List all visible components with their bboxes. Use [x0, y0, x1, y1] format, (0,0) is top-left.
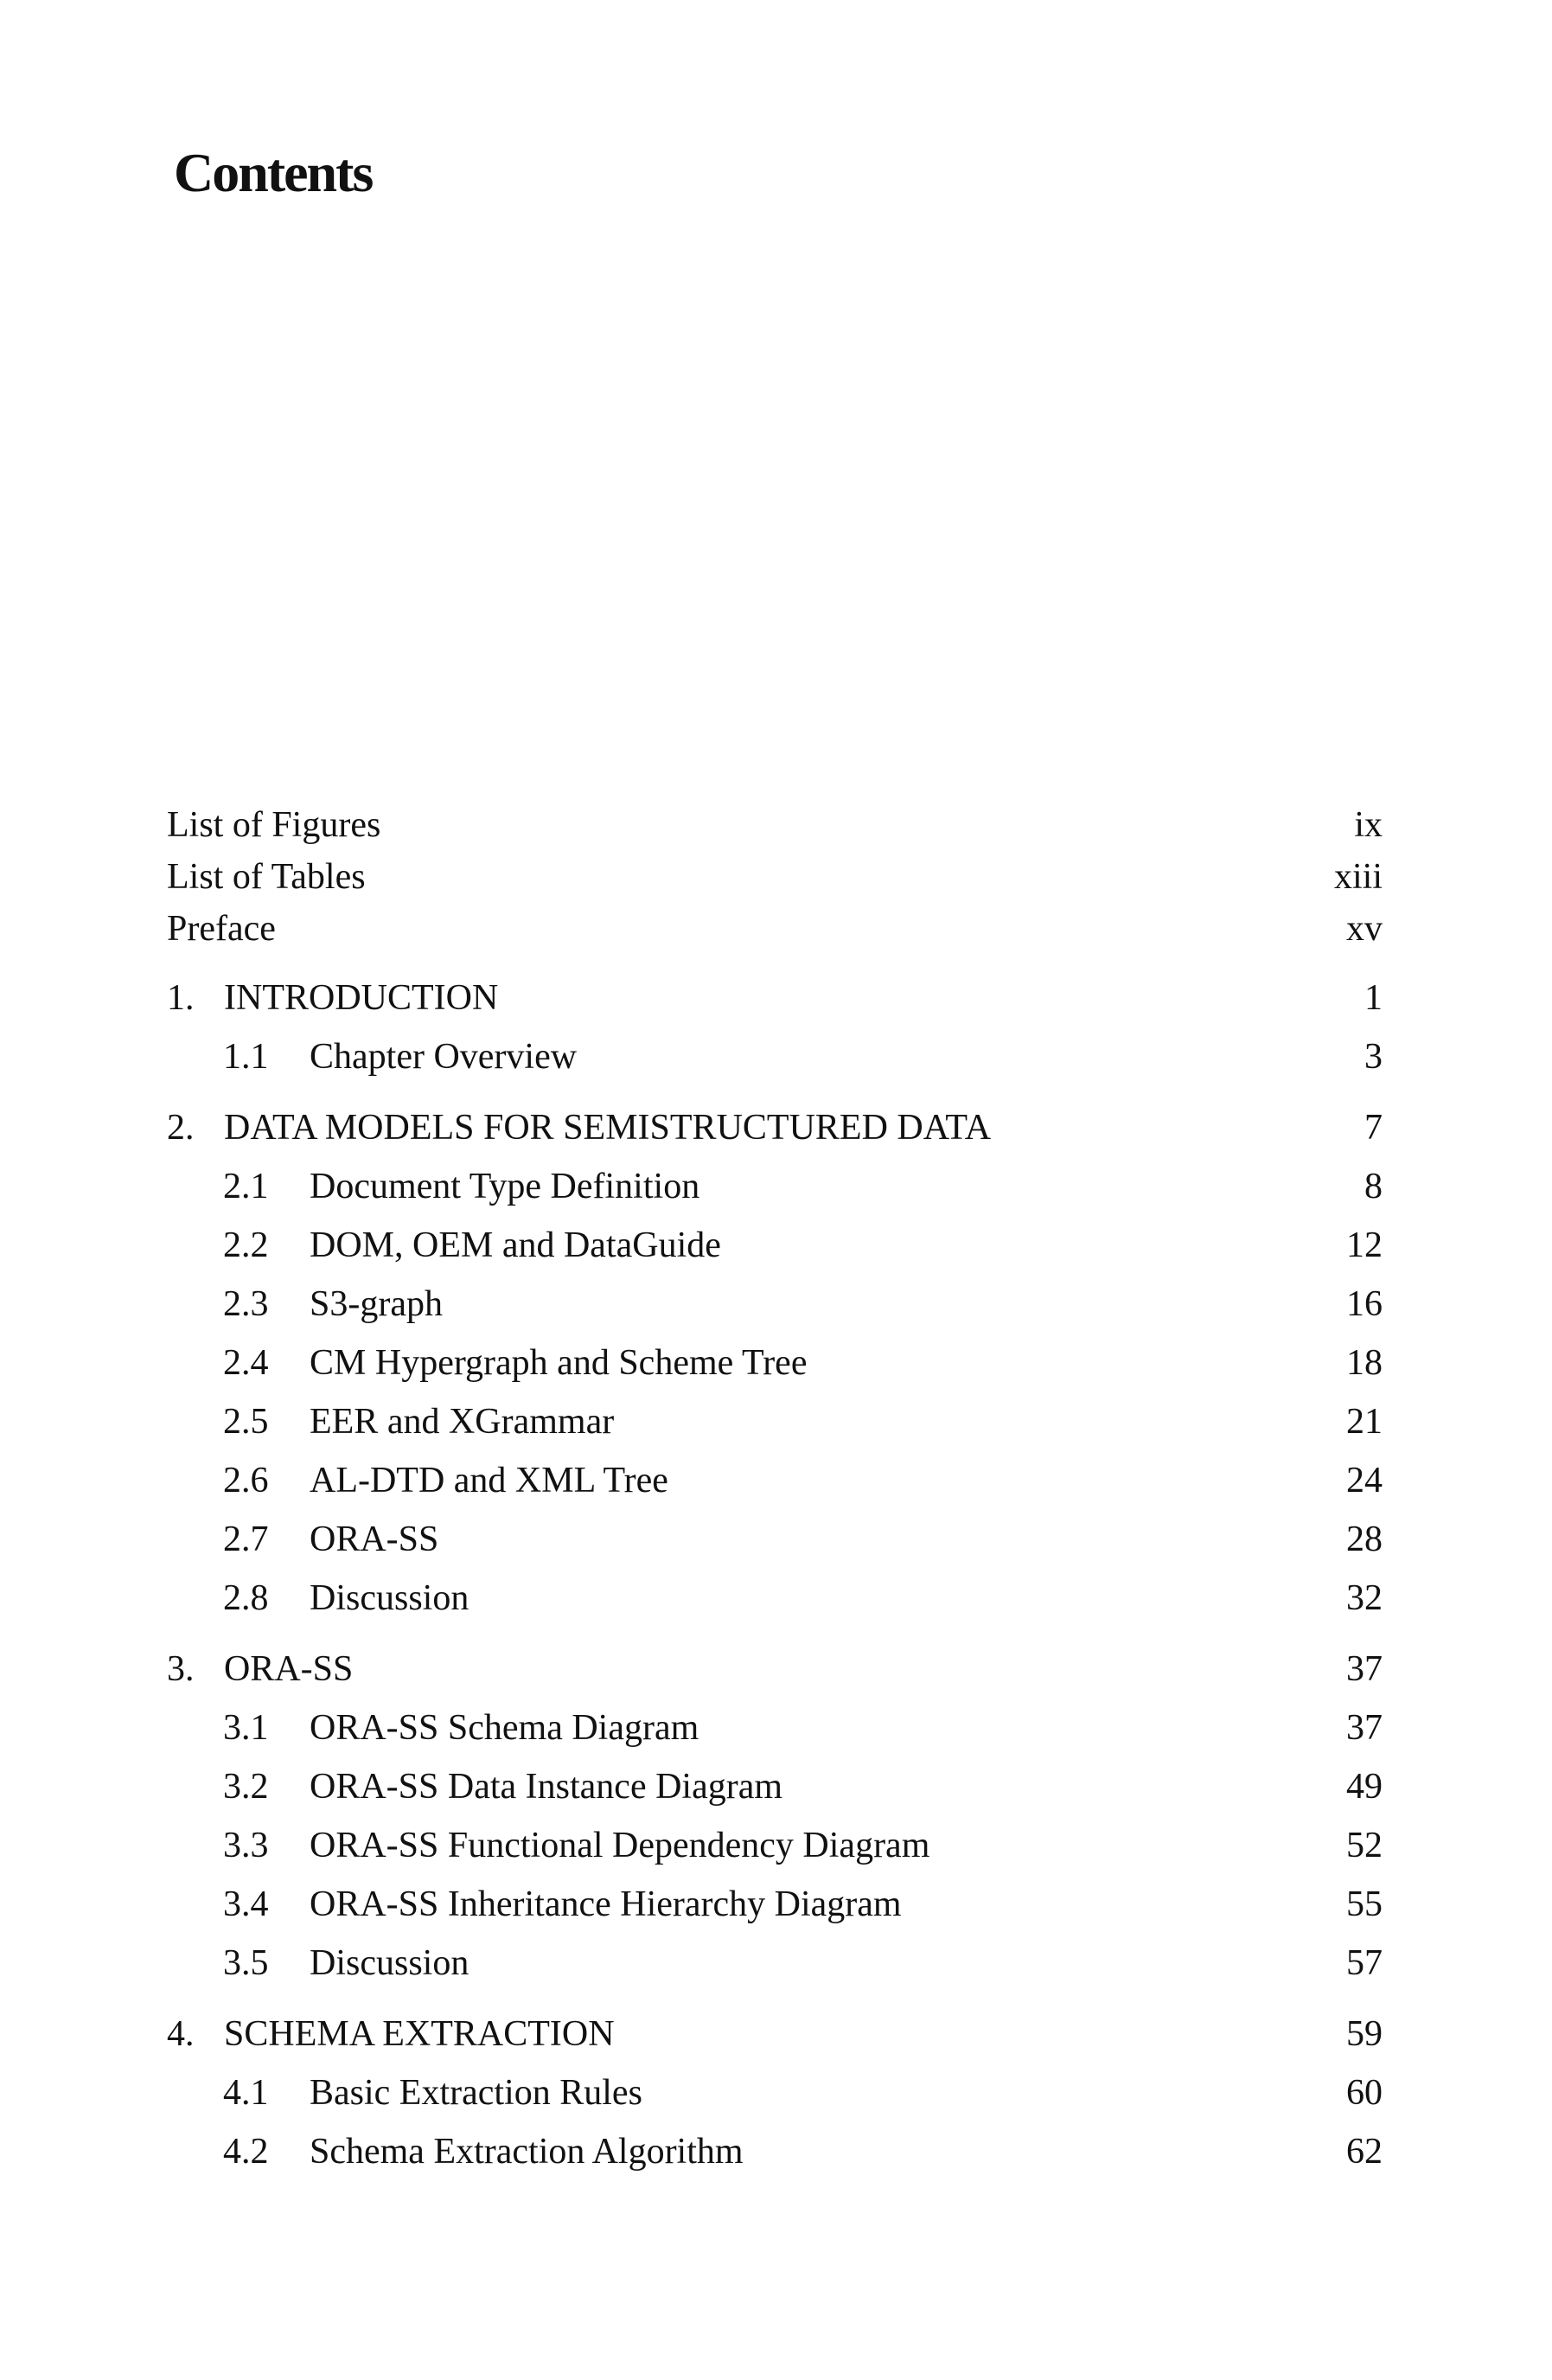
toc-section-title: ORA-SS Inheritance Hierarchy Diagram — [310, 1884, 902, 1924]
toc-section-3-2[interactable] — [0, 1761, 1552, 1813]
toc-chapter-title: ORA-SS — [224, 1649, 354, 1689]
toc-section-number: 2.6 — [223, 1461, 269, 1500]
toc-chapter-page: 59 — [1346, 2014, 1383, 2054]
toc-section-number: 3.4 — [223, 1884, 269, 1924]
toc-section-2-6[interactable] — [0, 1455, 1552, 1507]
toc-chapter-title: INTRODUCTION — [224, 978, 499, 1018]
toc-section-page: 16 — [1346, 1284, 1383, 1324]
toc-section-page: 32 — [1346, 1578, 1383, 1618]
toc-section-4-1[interactable] — [0, 2067, 1552, 2119]
toc-section-number: 4.1 — [223, 2073, 269, 2113]
toc-section-page: 12 — [1346, 1225, 1383, 1265]
toc-section-page: 52 — [1346, 1826, 1383, 1865]
toc-section-3-5[interactable] — [0, 1937, 1552, 1989]
toc-entry-list-of-tables[interactable] — [0, 851, 1552, 903]
toc-section-title: EER and XGrammar — [310, 1402, 615, 1442]
toc-chapter-number: 2. — [167, 1108, 195, 1148]
toc-chapter-page: 7 — [1364, 1108, 1383, 1148]
toc-section-number: 2.7 — [223, 1519, 269, 1559]
toc-section-number: 2.1 — [223, 1167, 269, 1206]
toc-section-page: 18 — [1346, 1343, 1383, 1383]
toc-chapter-number: 3. — [167, 1649, 195, 1689]
toc-section-page: 60 — [1346, 2073, 1383, 2113]
toc-section-page: 21 — [1346, 1402, 1383, 1442]
toc-chapter-3[interactable] — [0, 1643, 1552, 1695]
toc-section-number: 3.1 — [223, 1708, 269, 1748]
toc-section-2-3[interactable] — [0, 1278, 1552, 1330]
toc-section-2-7[interactable] — [0, 1513, 1552, 1565]
toc-section-title: Chapter Overview — [310, 1037, 578, 1077]
toc-section-number: 3.5 — [223, 1943, 269, 1983]
page-title: Contents — [174, 142, 373, 203]
toc-entry-title: List of Tables — [167, 857, 366, 897]
toc-section-3-4[interactable] — [0, 1878, 1552, 1930]
toc-chapter-page: 37 — [1346, 1649, 1383, 1689]
toc-section-page: 37 — [1346, 1708, 1383, 1748]
toc-section-page: 3 — [1364, 1037, 1383, 1077]
toc-section-2-1[interactable] — [0, 1161, 1552, 1212]
toc-section-2-2[interactable] — [0, 1219, 1552, 1271]
toc-section-number: 4.2 — [223, 2132, 269, 2172]
toc-section-title: DOM, OEM and DataGuide — [310, 1225, 721, 1265]
toc-section-title: CM Hypergraph and Scheme Tree — [310, 1343, 808, 1383]
toc-chapter-1[interactable] — [0, 972, 1552, 1024]
toc-entry-page: xiii — [1333, 857, 1383, 897]
toc-section-1-1[interactable] — [0, 1031, 1552, 1083]
toc-section-title: Schema Extraction Algorithm — [310, 2132, 744, 2172]
toc-section-page: 28 — [1346, 1519, 1383, 1559]
toc-section-title: S3-graph — [310, 1284, 443, 1324]
toc-chapter-2[interactable] — [0, 1102, 1552, 1154]
toc-section-page: 24 — [1346, 1461, 1383, 1500]
toc-chapter-page: 1 — [1364, 978, 1383, 1018]
toc-chapter-number: 4. — [167, 2014, 195, 2054]
toc-section-2-8[interactable] — [0, 1572, 1552, 1624]
toc-section-number: 2.2 — [223, 1225, 269, 1265]
toc-section-page: 57 — [1346, 1943, 1383, 1983]
toc-section-title: ORA-SS — [310, 1519, 439, 1559]
toc-section-title: ORA-SS Functional Dependency Diagram — [310, 1826, 930, 1865]
toc-section-2-5[interactable] — [0, 1396, 1552, 1448]
toc-entry-preface[interactable] — [0, 903, 1552, 955]
toc-section-title: Document Type Definition — [310, 1167, 700, 1206]
toc-section-page: 55 — [1346, 1884, 1383, 1924]
toc-chapter-title: DATA MODELS FOR SEMISTRUCTURED DATA — [224, 1108, 992, 1148]
toc-section-title: AL-DTD and XML Tree — [310, 1461, 668, 1500]
toc-section-title: Discussion — [310, 1578, 469, 1618]
toc-section-4-2[interactable] — [0, 2126, 1552, 2178]
toc-section-number: 2.4 — [223, 1343, 269, 1383]
toc-section-title: Basic Extraction Rules — [310, 2073, 642, 2113]
toc-entry-title: Preface — [167, 909, 276, 949]
toc-section-number: 2.3 — [223, 1284, 269, 1324]
toc-section-2-4[interactable] — [0, 1337, 1552, 1389]
toc-section-title: Discussion — [310, 1943, 469, 1983]
toc-chapter-title: SCHEMA EXTRACTION — [224, 2014, 615, 2054]
toc-section-number: 3.2 — [223, 1767, 269, 1807]
toc-section-3-3[interactable] — [0, 1820, 1552, 1871]
toc-entry-list-of-figures[interactable] — [0, 799, 1552, 851]
toc-section-number: 3.3 — [223, 1826, 269, 1865]
toc-section-page: 62 — [1346, 2132, 1383, 2172]
toc-chapter-number: 1. — [167, 978, 195, 1018]
toc-section-number: 1.1 — [223, 1037, 269, 1077]
toc-entry-page: ix — [1354, 805, 1383, 845]
toc-chapter-4[interactable] — [0, 2008, 1552, 2060]
toc-section-title: ORA-SS Data Instance Diagram — [310, 1767, 783, 1807]
toc-section-3-1[interactable] — [0, 1702, 1552, 1754]
toc-section-title: ORA-SS Schema Diagram — [310, 1708, 699, 1748]
toc-section-page: 8 — [1364, 1167, 1383, 1206]
toc-section-number: 2.8 — [223, 1578, 269, 1618]
toc-section-page: 49 — [1346, 1767, 1383, 1807]
toc-section-number: 2.5 — [223, 1402, 269, 1442]
toc-entry-page: xv — [1346, 909, 1383, 949]
toc-entry-title: List of Figures — [167, 805, 381, 845]
